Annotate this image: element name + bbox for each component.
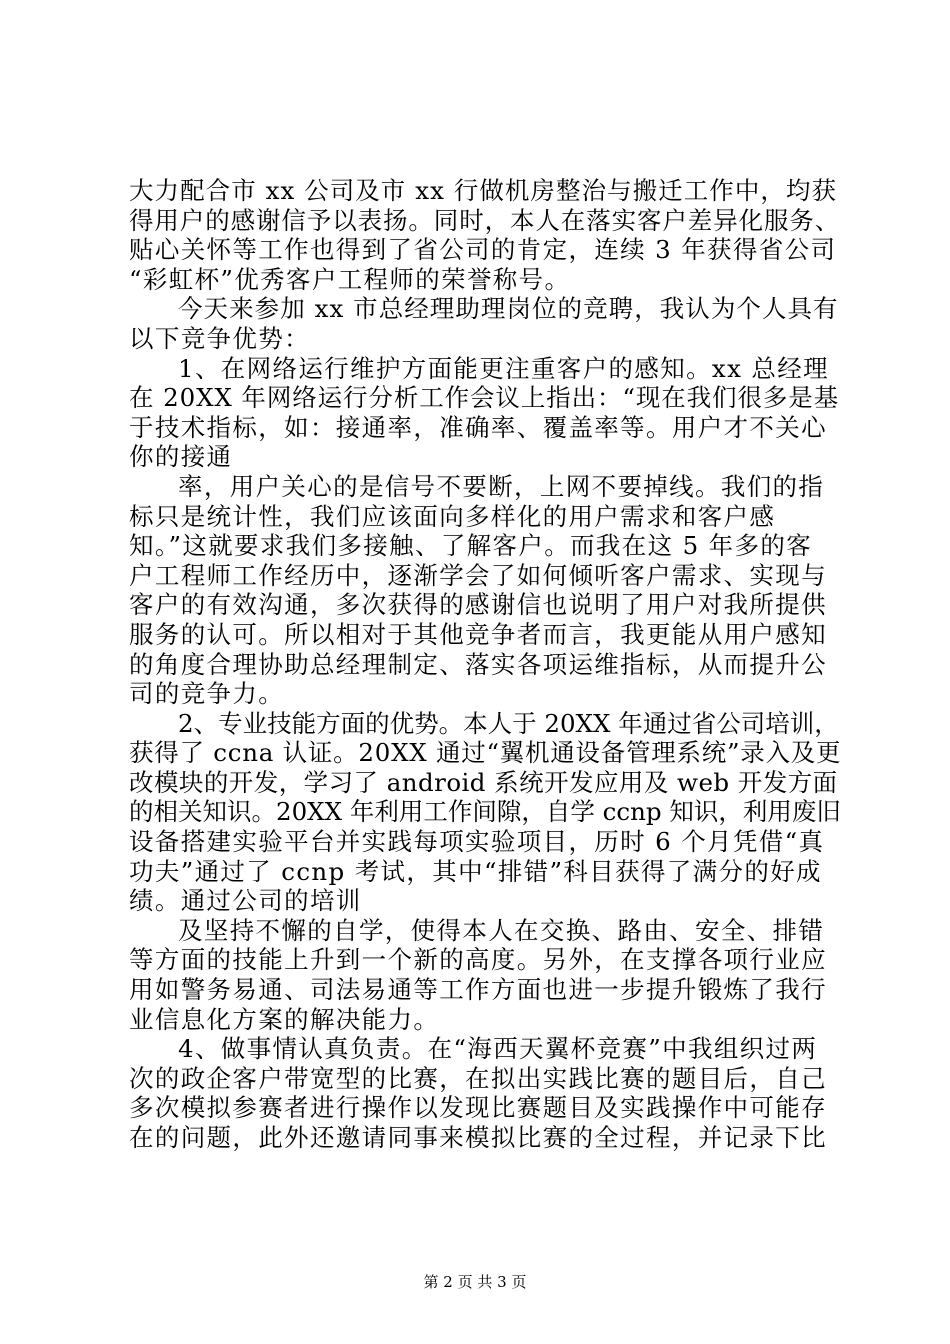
document-body <box>129 176 841 1153</box>
page-footer <box>0 1272 950 1292</box>
text-line: 4、做事情认真负责。在“海西天翼杯竞赛”中我组织过两 <box>178 1034 818 1064</box>
text-line: 在 20XX 年网络运行分析工作会议上指出：“现在我们很多是基 <box>129 383 840 413</box>
text-line: 知。”这就要求我们多接触、了解客户。而我在这 5 年多的客 <box>129 531 813 561</box>
text-line: 户工程师工作经历中，逐渐学会了如何倾听客户需求、实现与 <box>129 560 827 590</box>
text-line: 获得了 ccna 认证。20XX 通过“翼机通设备管理系统”录入及更 <box>129 738 842 768</box>
text-line: 以下竞争优势： <box>129 323 310 353</box>
text-line: 率，用户关心的是信号不要断，上网不要掉线。我们的指 <box>178 471 825 501</box>
text-line: 绩。通过公司的培训 <box>129 886 362 916</box>
text-line: 标只是统计性，我们应该面向多样化的用户需求和客户感 <box>129 501 776 531</box>
text-line: 多次模拟参赛者进行操作以发现比赛题目及实践操作中可能存 <box>129 1093 827 1123</box>
text-line: 等方面的技能上升到一个新的高度。另外，在支撑各项行业应 <box>129 945 827 975</box>
text-line: 用如警务易通、司法易通等工作方面也进一步提升锻炼了我行 <box>129 975 827 1005</box>
text-line: 设备搭建实验平台并实践每项实验项目，历时 6 个月凭借“真 <box>129 827 825 857</box>
text-line: 服务的认可。所以相对于其他竞争者而言，我更能从用户感知 <box>129 619 827 649</box>
text-line: 的角度合理协助总经理制定、落实各项运维指标，从而提升公 <box>129 649 827 679</box>
text-line: 于技术指标，如：接通率，准确率、覆盖率等。用户才不关心 <box>129 412 827 442</box>
text-line: 大力配合市 xx 公司及市 xx 行做机房整治与搬迁工作中，均获 <box>129 176 838 205</box>
text-line: 客户的有效沟通，多次获得的感谢信也说明了用户对我所提供 <box>129 590 827 620</box>
text-line: 2、专业技能方面的优势。本人于 20XX 年通过省公司培训， <box>178 708 839 738</box>
page-number-label: 第 2 页 共 3 页 <box>423 1273 527 1291</box>
text-line: 次的政企客户带宽型的比赛，在拟出实践比赛的题目后，自己 <box>129 1063 827 1093</box>
text-line: 贴心关怀等工作也得到了省公司的肯定，连续 3 年获得省公司 <box>129 235 837 265</box>
text-line: 及坚持不懈的自学，使得本人在交换、路由、安全、排错 <box>178 915 825 945</box>
text-line: 司的竞争力。 <box>129 679 285 709</box>
text-line: 1、在网络运行维护方面能更注重客户的感知。xx 总经理 <box>178 353 829 383</box>
text-line: 今天来参加 xx 市总经理助理岗位的竞聘，我认为个人具有 <box>178 294 839 324</box>
text-line: 你的接通 <box>129 442 233 472</box>
text-line: 改模块的开发，学习了 android 系统开发应用及 web 开发方面 <box>129 767 838 797</box>
text-line: 业信息化方案的解决能力。 <box>129 1004 440 1034</box>
text-line: “彩虹杯”优秀客户工程师的荣誉称号。 <box>129 264 571 294</box>
text-line: 得用户的感谢信予以表扬。同时，本人在落实客户差异化服务、 <box>129 205 841 235</box>
text-line: 在的问题，此外还邀请同事来模拟比赛的全过程，并记录下比 <box>129 1123 827 1152</box>
text-line: 功夫”通过了 ccnp 考试，其中“排错”科目获得了满分的好成 <box>129 856 822 886</box>
text-line: 的相关知识。20XX 年利用工作间隙，自学 ccnp 知识，利用废旧 <box>129 797 841 827</box>
